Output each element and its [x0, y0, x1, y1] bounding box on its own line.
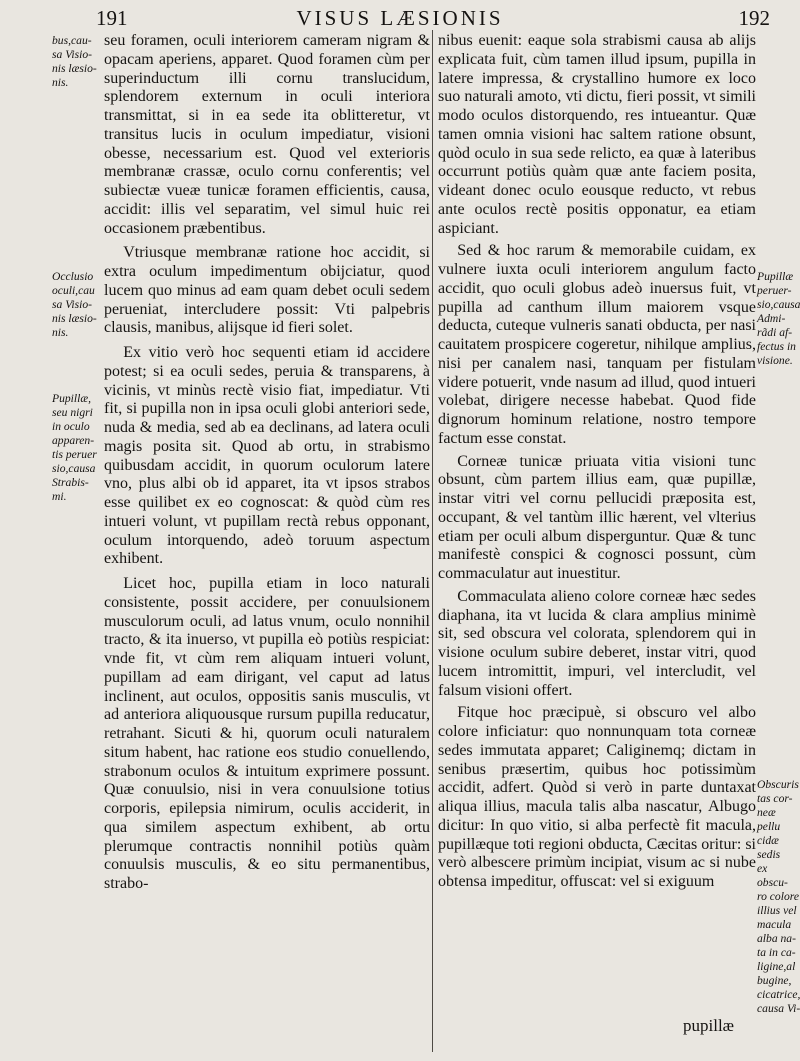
right-paragraph-3: Corneæ tunicæ priuata vitia visioni tunc obsunt, cùm partem illius eam, quæ pupillæ, instar vitri vel cornu pellucidi præposita est, occupant, & vel tantùm illic hærent, vel vlterius etiam per oculi album disperguntur. Quæ & tunc manifestè conspici & cognosci possunt, cùm commaculatur aut inuestitur. — [438, 452, 756, 582]
margin-note-left-1: bus,cau- sa Visio- nis læsio- nis. — [52, 34, 97, 89]
running-title: VISUS LÆSIONIS — [296, 6, 504, 30]
right-paragraph-2: Sed & hoc rarum & memorabile cuidam, ex vulnere iuxta oculi interiorem angulum facto accidit, quo oculi globus adeò inuersus fuit, vt pupilla ad canthum illum maiorem vsque deducta, cuteque vulneris sanati obducta, per nasi cauitatem prospicere cogeretur, nihilque amplius, nisi per canalem nasi, tanquam per fistulam videre potuerit, vnde nasum ad illud, quod intueri volebat, dirigere necesse habebat. Quod fide dignorum hominum relatione, nostro tempore factum esse constat. — [438, 242, 756, 447]
margin-note-left-3: Pupillæ, seu nigri in oculo apparen- tis peruer sio,causa Strabis- mi. — [52, 392, 97, 503]
left-paragraph-4: Licet hoc, pupilla etiam in loco naturali consistente, possit accidere, per conuulsionem musculorum oculi, ad latus vnum, oculo nonnihil tracto, & ita inuerso, vt pupilla eò potiùs respiciat: vnde fit, vt cùm rem aliquam intueri volunt, pupillam ad eam dirigant, vel caput ad latus inclinent, aut oculos, oppositis sanis musculis, vt ad anteriora aliquousque rursum pupilla reducatur, retrahant. Sicuti & hi, quorum oculi naturalem situm habent, hac ratione eos studio conuellendo, strabonum oculos & intuitum exprimere possunt. Quæ conuulsio, nisi in vera conuulsione totius corporis, epilepsia nimirum, oculis acciderit, in qua similem aspectum exhibent, ab ortu plerumque contractis nonnihil potiùs quàm conuulsis musculis, & eo situ permanentibus, strabo- — [104, 575, 430, 892]
margin-note-right-2: Obscuris tas cor- neæ pellu cidæ sedis ex obscu- ro colore illius vel macula alba na- ta in ca- ligine,al bugine, cicatrice, causa Vi- — [757, 778, 800, 1015]
page-header — [0, 6, 800, 34]
right-column — [438, 32, 756, 896]
catchword: pupillæ — [683, 1016, 735, 1035]
left-paragraph-2: Vtriusque membranæ ratione hoc accidit, si extra oculum impedimentum obijciatur, quod lucem quo minus ad eam quam debet oculi sedem perueniat, intercludere possit: Vti palpebris clausis, manibus, alijsque id fieri solet. — [104, 244, 430, 337]
right-paragraph-4: Commaculata alieno colore corneæ hæc sedes diaphana, ita vt lucida & clara amplius minimè sit, sed obscura vel colorata, splendorem qui in visione oculum subire deberet, instar vitri, quod lucem intromittit, impuri, vel intercludit, vel falsum visioni offert. — [438, 587, 756, 699]
right-paragraph-1: nibus euenit: eaque sola strabismi causa ab alijs explicata fuit, cùm tamen illud ipsum, pupilla in latere impressa, & crystallino humore ex loco suo naturali amoto, vti dictu, fieri possit, vt simili modo oculos distorquendo, res intueantur. Quæ tamen omnia visioni hac saltem ratione obsunt, quòd oculo in sua sede relicto, ea quæ à lateribus occurrunt potiùs quàm quæ ante faciem posita, videant donec oculo eousque reducto, vt rebus ante oculos rectè positis opponatur, ea etiam aspiciant. — [438, 32, 756, 237]
page-number-right: 192 — [738, 6, 770, 30]
margin-note-left-2: Occlusio oculi,cau sa Visio- nis læsio- nis. — [52, 270, 97, 339]
page-number-left: 191 — [96, 6, 128, 30]
right-paragraph-5: Fitque hoc præcipuè, si obscuro vel albo colore inficiatur: quo nonnunquam tota corneæ sedes immutata apparet; Caliginemq; dictam in senibus præsertim, quibus hoc potissimùm accidit, adfert. Quòd si verò in parte duntaxat aliqua illius, macula talis alba nascatur, Albugo dicitur: In quo vitio, si alba perfectè fit macula, pupillæque toti regioni obducta, Cæcitas oritur: si verò albescere primùm incipiat, visum ac si nube obtensa impeditur, offuscat: vel si exiguum — [438, 704, 756, 890]
margin-note-right-1: Pupillæ peruer- sio,causa Admi- rãdi af- fectus in visione. — [757, 270, 800, 367]
left-paragraph-1: seu foramen, oculi interiorem cameram nigram & opacam aperiens, apparet. Quod foramen cùm per superinductum illi cornu translucidum, splendorem externum in oculi interiora transmittat, si in ea sede ita oblitteretur, vt transitus lucis in oculum impediatur, visioni obesse, necessarium est. Quod vel exterioris membranæ crassæ, oculo cornu conferentis; vel subiectæ vueæ tunicæ foramen efficientis, causa, accidit: illis vel separatim, vel simul huic rei occasionem præbentibus. — [104, 32, 430, 237]
left-paragraph-3: Ex vitio verò hoc sequenti etiam id accidere potest; si ea oculi sedes, peruia & transparens, à vicinis, vt minùs rectè visio fiat, impediatur. Vti fit, si pupilla non in ipsa oculi globi anteriori sede, nuda & media, sed ab ea declinans, ad latera oculi magis posita sit. Quod ab ortu, in strabismo quibusdam accidit, in quorum oculorum latere vno, plus albi ob id apparet, ita vt ipsos strabos esse quilibet ex eo cognoscat: & quòd cùm res intueri volunt, vt pupillam rectà rebus opponant, oculum intorquendo, adeò toruum aspectum exhibent. — [104, 344, 430, 568]
left-column — [104, 32, 430, 894]
column-divider — [432, 30, 433, 1052]
